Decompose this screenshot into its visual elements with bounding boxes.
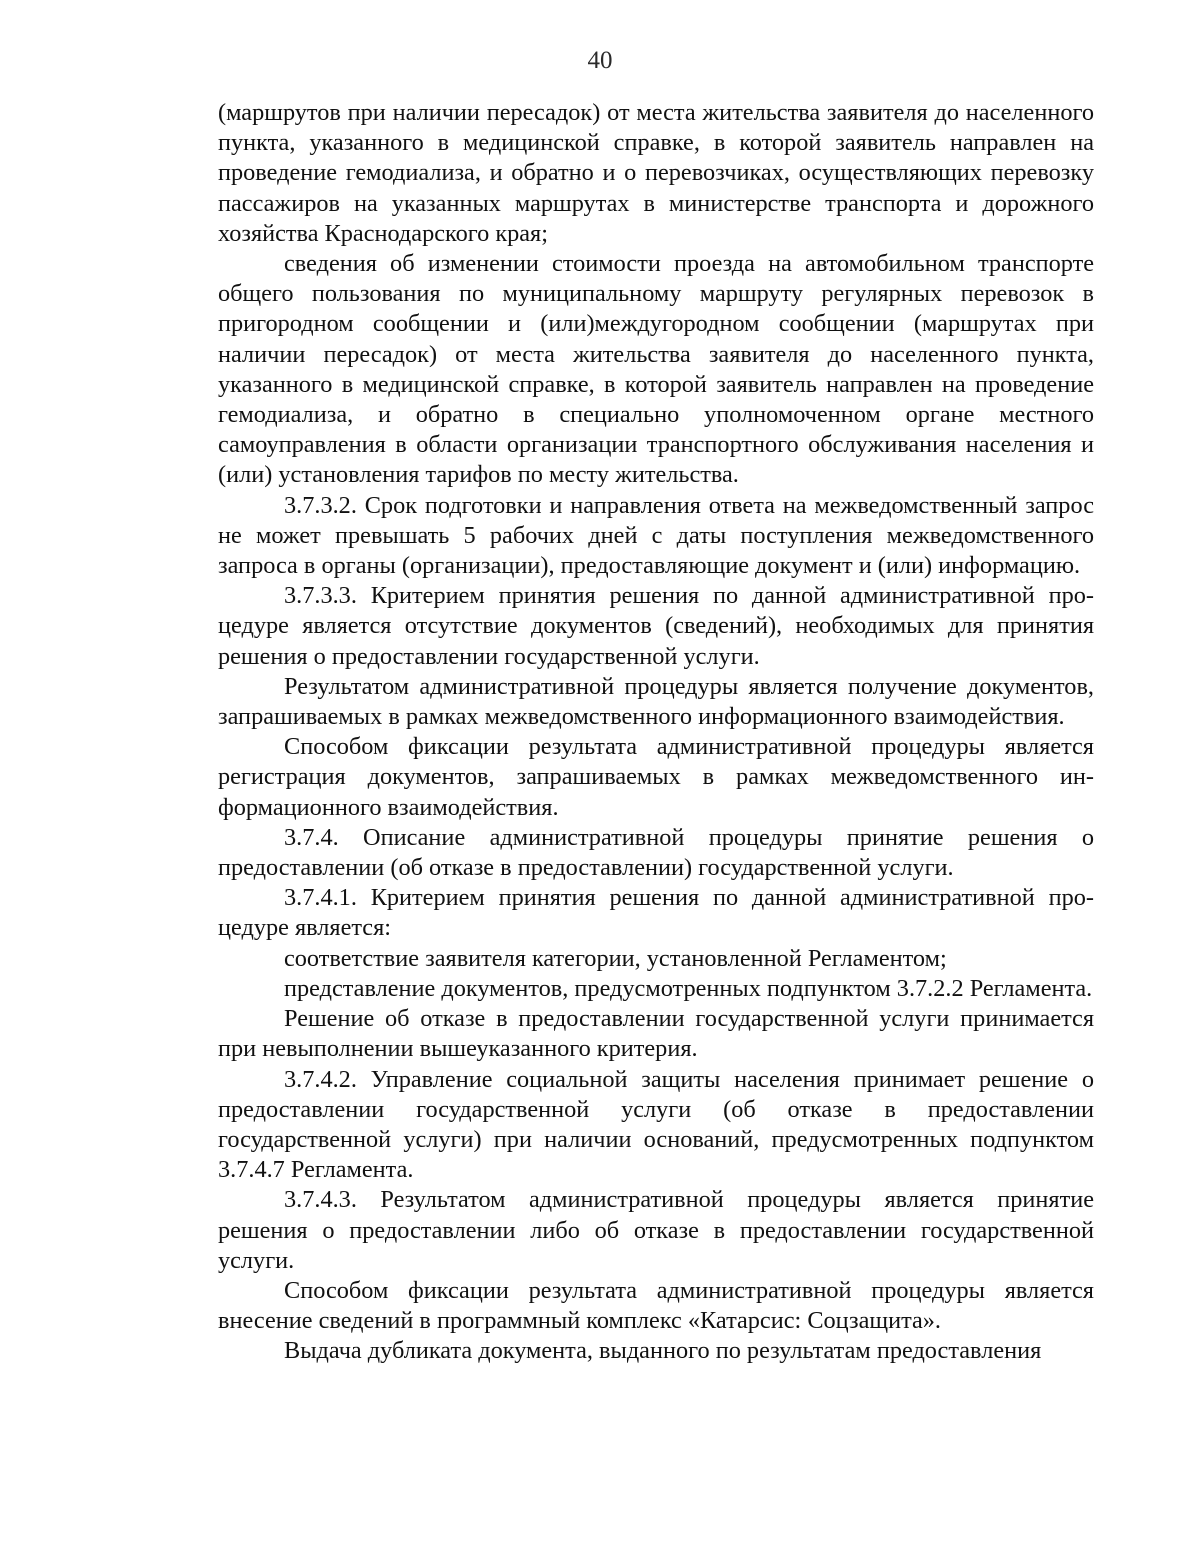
paragraph-duplicate-issuance: Выдача дубликата документа, выданного по результатам предоставления — [284, 1337, 1042, 1365]
paragraph-3-7-4-3: 3.7.4.3. Результатом административной процедуры является принятие решения о предоставлении либо об отказе в предоставлении государственной услуги. — [218, 1186, 1094, 1274]
paragraph-refusal-decision: Решение об отказе в предоставлении государственной услуги принимается при невыполнении вышеуказанного критерия. — [218, 1005, 1094, 1063]
paragraph-3-7-4-2: 3.7.4.2. Управление социальной защиты населения принимает решение о предоставлении государственной услуги (об отказе в предоставлении государственной услуги) при наличии оснований, предусмотренных подпунктом 3.7.4.7 Регламента. — [218, 1065, 1094, 1184]
paragraph-result-fixation: Способом фиксации результата административной процедуры является регистрация документов, запрашиваемых в рамках межведомственного информационного взаимодействия. — [218, 733, 1094, 821]
paragraph-3-7-4: 3.7.4. Описание административной процедуры принятие решения о предоставлении (об отказе в предоставлении) государственной услуги. — [218, 823, 1094, 882]
paragraph-3-7-3-2: 3.7.3.2. Срок подготовки и направления ответа на межведомственный запрос не может превышать 5 рабочих дней с даты поступления межведомственного запроса в органы (организации), предоставляющие документ и (или) информацию. — [218, 491, 1094, 580]
paragraph-procedure-result: Результатом административной процедуры является получение документов, запрашиваемых в рамках межведомственного информационного взаимодействия. — [218, 672, 1094, 731]
paragraph-3-7-4-1: 3.7.4.1. Критерием принятия решения по данной административной процедуре является: — [218, 884, 1094, 942]
paragraph-fare-change-info: сведения об изменении стоимости проезда на автомобильном транспорте общего пользования по муниципальному маршруту регулярных перевозок в пригородном сообщении и (или)междугородном сообщении (маршрутах при наличии пересадок) от места жительства заявителя до населенного пункта, указанного в медицинской справке, в которой заявитель направлен на проведение гемодиализа, и обратно в специально уполномоченном органе местного самоуправления в области организации транспортного обслуживания населения и (или) установления тарифов по месту жительства. — [218, 250, 1094, 489]
paragraph-routes-continuation: (маршрутов при наличии пересадок) от места жительства заявителя до населенного пункта, указанного в медицинской справке, в которой заявитель направлен на проведение гемодиализа, и обратно и о перевозчиках, осуществляющих перевозку пассажиров на указанных маршрутах в министерстве транспорта и дорожного хозяйства Краснодарского края; — [218, 99, 1094, 247]
page-number: 40 — [587, 47, 613, 74]
paragraph-3-7-3-3: 3.7.3.3. Критерием принятия решения по данной административной процедуре является отсутствие документов (сведений), необходимых для принятия решения о предоставлении государственной услуги. — [218, 582, 1094, 670]
paragraph-criterion-documents: представление документов, предусмотренных подпунктом 3.7.2.2 Регламента. — [284, 974, 1093, 1002]
paragraph-fixation-katarsis: Способом фиксации результата административной процедуры является внесение сведений в программный комплекс «Катарсис: Соцзащита». — [218, 1276, 1094, 1335]
document-body — [218, 98, 1094, 1367]
paragraph-criterion-category: соответствие заявителя категории, установленной Регламентом; — [284, 944, 947, 972]
